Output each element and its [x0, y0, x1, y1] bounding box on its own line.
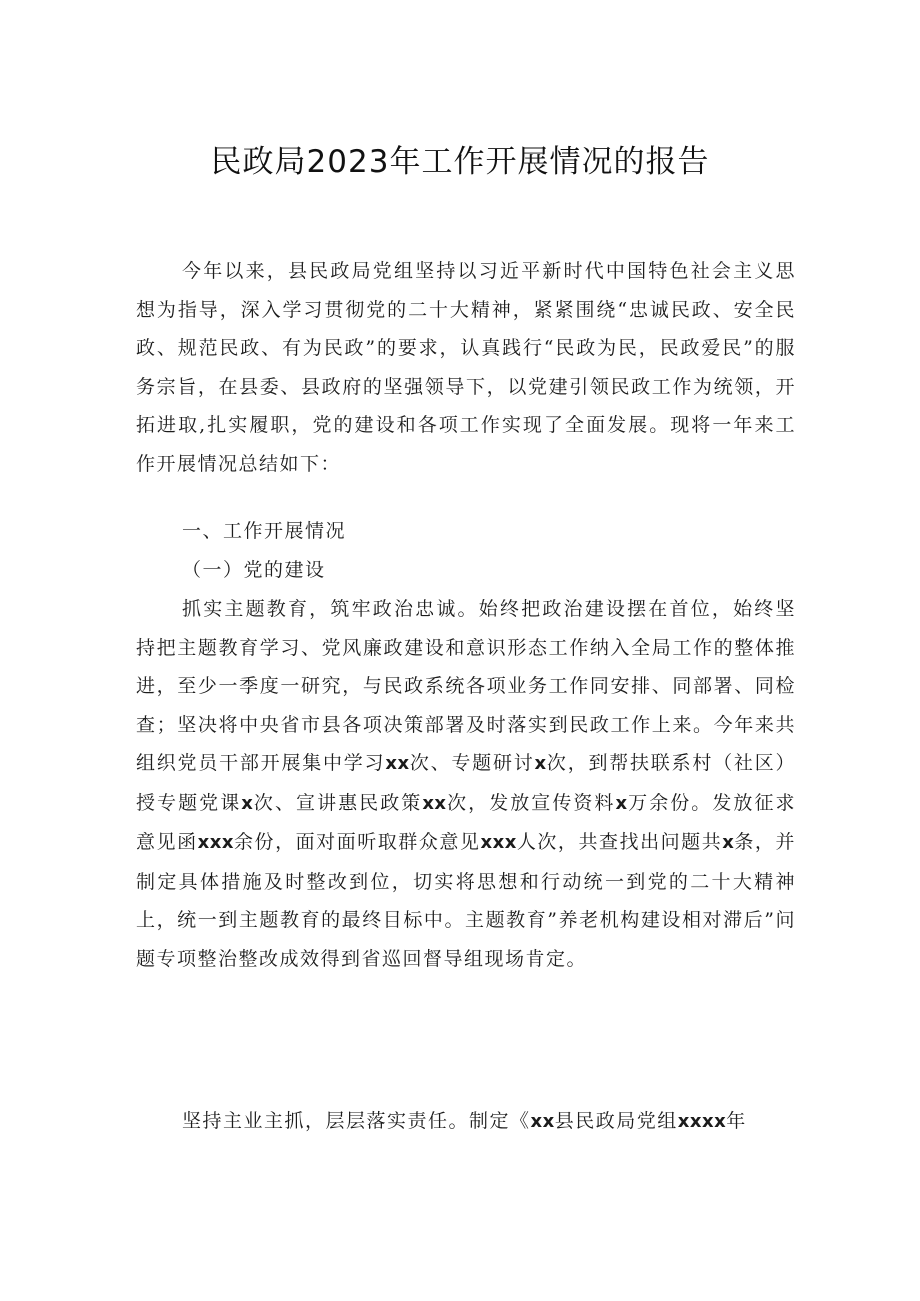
text-segment: 余份，面对面听取群众意见: [233, 831, 481, 853]
intro-paragraph: 今年以来，县民政局党组坚持以习近平新时代中国特色社会主义思想为指导，深入学习贯彻党的二十大精神，紧紧围绕“忠诚民政、安全民政、规范民政、有为民政”的要求，认真践行“民政为民，民政爱民”的服务宗旨，在县委、县政府的坚强领导下，以党建引领民政工作为统领，开拓进取,扎实履职，党的建设和各项工作实现了全面发展。现将一年来工作开展情况总结如下：: [136, 260, 796, 475]
text-segment: 抓实主题教育，筑牢政治忠诚。始终把政治建设摆在首位，始终坚持把主题教育学习、党风廉政建设和意识形态工作纳入全局工作的整体推进，至少一季度一研究，与民政系统各项业务工作同安排、同部署、同检查；坚决将中央省市县各项决策部署及时落实到民政工作上来。今年来共组织党员干部开展集中学习: [136, 598, 796, 774]
placeholder-number: xx: [385, 753, 410, 774]
placeholder-number: xxxx: [677, 1111, 727, 1132]
text-segment: 县民政局党组: [554, 1110, 678, 1132]
placeholder-number: x: [241, 792, 254, 814]
text-segment: 次，发放宣传资料: [446, 791, 616, 814]
party-building-paragraph: [136, 590, 796, 978]
text-segment: 人次，共查找出问题共: [516, 831, 723, 853]
text-segment: 条，并制定具体措施及时整改到位，切实将思想和行动统一到党的二十大精神上，统一到主题教育的最终目标中。主题教育”养老机构建设相对滞后”问题专项整治整改成效得到省巡回督导组现场肯定。: [136, 831, 796, 970]
document-title: 民政局2023年工作开展情况的报告: [210, 144, 710, 180]
placeholder-number: x: [615, 792, 628, 814]
text-segment: 次、宣讲惠民政策: [253, 791, 423, 814]
placeholder-number: xx: [422, 792, 447, 814]
placeholder-number: xxx: [480, 832, 517, 853]
placeholder-number: xxx: [197, 832, 234, 853]
placeholder-number: x: [722, 832, 735, 853]
text-segment: 次，到帮扶联系村（社区）授专题党课: [136, 752, 796, 814]
section-heading: 一、工作开展情况: [182, 520, 347, 542]
placeholder-number: xx: [530, 1111, 555, 1132]
text-segment: 坚持主业主抓，层层落实责任。制定《: [182, 1110, 531, 1132]
placeholder-number: x: [534, 753, 547, 774]
text-segment: 万余份。发放征求意见函: [136, 791, 796, 853]
text-segment: 年: [726, 1110, 747, 1132]
responsibility-paragraph: [136, 1102, 796, 1142]
subsection-heading: （一）党的建设: [182, 559, 326, 581]
text-segment: 次、专题研讨: [409, 752, 535, 774]
